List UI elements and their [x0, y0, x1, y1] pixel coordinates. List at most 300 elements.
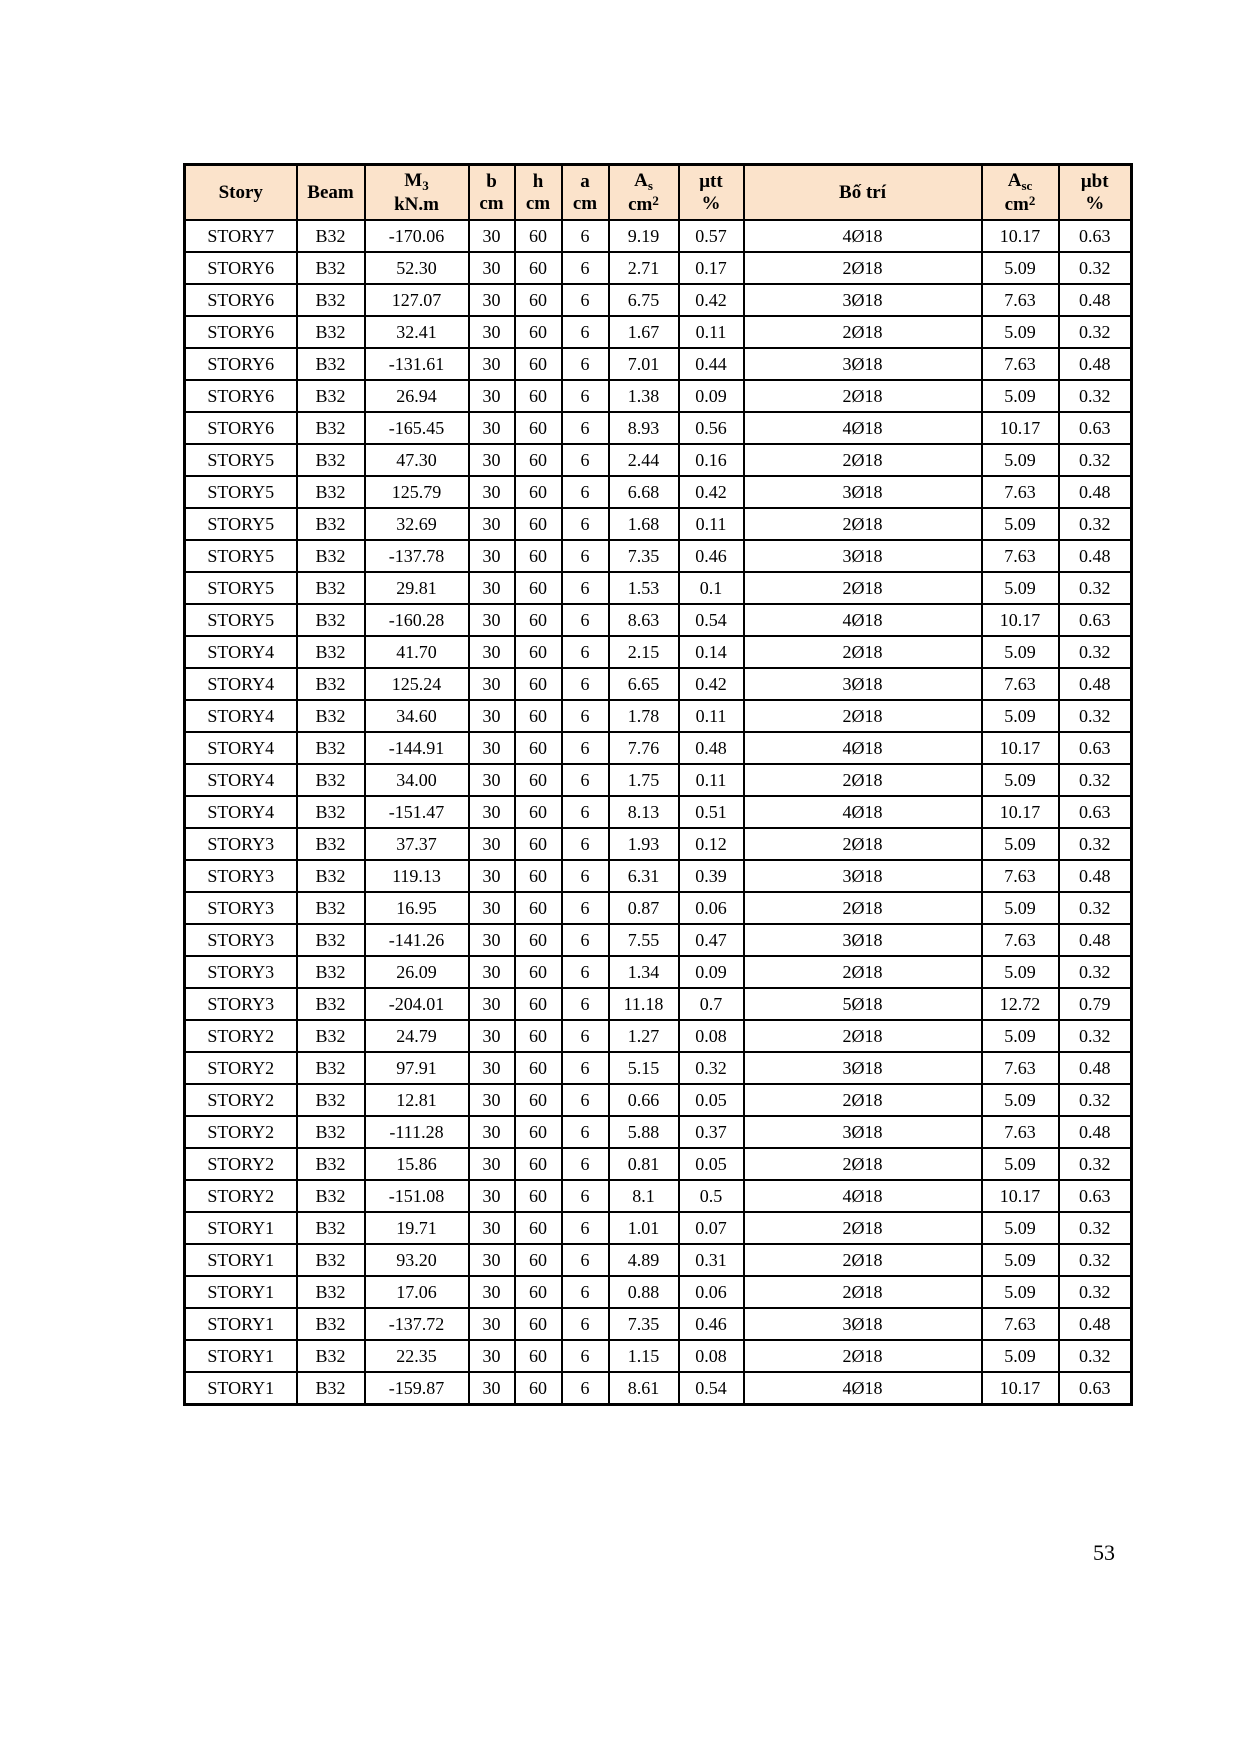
cell-m3: -159.87: [365, 1372, 469, 1405]
cell-a: 6: [562, 892, 609, 924]
cell-bo-tri: 3Ø18: [744, 860, 982, 892]
cell-beam: B32: [297, 860, 365, 892]
cell-h: 60: [515, 1020, 562, 1052]
table-row: [185, 540, 1132, 572]
cell-bo-tri: 4Ø18: [744, 220, 982, 252]
table-row: [185, 860, 1132, 892]
cell-bo-tri: 3Ø18: [744, 476, 982, 508]
cell-story: STORY6: [185, 380, 297, 412]
cell-h: 60: [515, 1308, 562, 1340]
cell-as: 11.18: [609, 988, 679, 1020]
cell-story: STORY3: [185, 860, 297, 892]
cell-a: 6: [562, 476, 609, 508]
cell-m3: 41.70: [365, 636, 469, 668]
cell-mu-tt: 0.46: [679, 1308, 744, 1340]
cell-m3: -151.08: [365, 1180, 469, 1212]
cell-mu-bt: 0.32: [1059, 252, 1132, 284]
cell-asc: 5.09: [982, 1276, 1059, 1308]
cell-m3: -137.78: [365, 540, 469, 572]
cell-h: 60: [515, 1052, 562, 1084]
cell-mu-tt: 0.09: [679, 956, 744, 988]
cell-a: 6: [562, 220, 609, 252]
cell-beam: B32: [297, 444, 365, 476]
cell-h: 60: [515, 540, 562, 572]
cell-a: 6: [562, 988, 609, 1020]
cell-a: 6: [562, 1212, 609, 1244]
cell-b: 30: [469, 444, 515, 476]
cell-story: STORY2: [185, 1180, 297, 1212]
cell-asc: 7.63: [982, 668, 1059, 700]
cell-asc: 5.09: [982, 700, 1059, 732]
cell-story: STORY1: [185, 1372, 297, 1405]
cell-mu-bt: 0.32: [1059, 1212, 1132, 1244]
cell-beam: B32: [297, 764, 365, 796]
cell-as: 8.93: [609, 412, 679, 444]
cell-m3: 26.94: [365, 380, 469, 412]
cell-mu-bt: 0.48: [1059, 668, 1132, 700]
cell-b: 30: [469, 892, 515, 924]
cell-asc: 10.17: [982, 1372, 1059, 1405]
cell-bo-tri: 2Ø18: [744, 1340, 982, 1372]
cell-m3: 125.24: [365, 668, 469, 700]
cell-a: 6: [562, 764, 609, 796]
cell-beam: B32: [297, 892, 365, 924]
cell-b: 30: [469, 1052, 515, 1084]
cell-bo-tri: 2Ø18: [744, 252, 982, 284]
table-row: [185, 796, 1132, 828]
cell-a: 6: [562, 924, 609, 956]
cell-h: 60: [515, 1084, 562, 1116]
cell-beam: B32: [297, 732, 365, 764]
cell-bo-tri: 2Ø18: [744, 316, 982, 348]
cell-mu-bt: 0.48: [1059, 1052, 1132, 1084]
table-row: [185, 828, 1132, 860]
cell-story: STORY3: [185, 892, 297, 924]
cell-story: STORY2: [185, 1052, 297, 1084]
table-row: [185, 988, 1132, 1020]
cell-as: 1.01: [609, 1212, 679, 1244]
cell-b: 30: [469, 1308, 515, 1340]
cell-mu-tt: 0.12: [679, 828, 744, 860]
cell-h: 60: [515, 1212, 562, 1244]
cell-mu-tt: 0.11: [679, 508, 744, 540]
cell-mu-tt: 0.54: [679, 604, 744, 636]
cell-m3: 37.37: [365, 828, 469, 860]
cell-bo-tri: 4Ø18: [744, 604, 982, 636]
cell-mu-bt: 0.48: [1059, 1308, 1132, 1340]
cell-story: STORY4: [185, 764, 297, 796]
cell-a: 6: [562, 316, 609, 348]
cell-a: 6: [562, 1372, 609, 1405]
cell-h: 60: [515, 348, 562, 380]
cell-story: STORY1: [185, 1212, 297, 1244]
cell-a: 6: [562, 1308, 609, 1340]
cell-h: 60: [515, 860, 562, 892]
table-row: [185, 956, 1132, 988]
cell-bo-tri: 2Ø18: [744, 1276, 982, 1308]
cell-m3: 16.95: [365, 892, 469, 924]
table-row: [185, 444, 1132, 476]
cell-beam: B32: [297, 252, 365, 284]
cell-story: STORY5: [185, 604, 297, 636]
cell-mu-tt: 0.51: [679, 796, 744, 828]
cell-beam: B32: [297, 508, 365, 540]
cell-a: 6: [562, 252, 609, 284]
cell-asc: 5.09: [982, 956, 1059, 988]
cell-bo-tri: 2Ø18: [744, 956, 982, 988]
cell-asc: 5.09: [982, 1020, 1059, 1052]
cell-mu-bt: 0.32: [1059, 508, 1132, 540]
cell-as: 5.88: [609, 1116, 679, 1148]
cell-m3: -144.91: [365, 732, 469, 764]
cell-a: 6: [562, 796, 609, 828]
cell-mu-bt: 0.48: [1059, 540, 1132, 572]
cell-b: 30: [469, 988, 515, 1020]
cell-mu-bt: 0.32: [1059, 956, 1132, 988]
cell-asc: 5.09: [982, 1212, 1059, 1244]
cell-as: 1.15: [609, 1340, 679, 1372]
cell-mu-bt: 0.32: [1059, 316, 1132, 348]
cell-mu-tt: 0.05: [679, 1084, 744, 1116]
table-row: [185, 604, 1132, 636]
cell-mu-bt: 0.48: [1059, 476, 1132, 508]
cell-m3: 17.06: [365, 1276, 469, 1308]
cell-as: 5.15: [609, 1052, 679, 1084]
cell-m3: -204.01: [365, 988, 469, 1020]
cell-mu-bt: 0.63: [1059, 1372, 1132, 1405]
cell-b: 30: [469, 764, 515, 796]
cell-story: STORY4: [185, 668, 297, 700]
cell-mu-bt: 0.32: [1059, 892, 1132, 924]
cell-beam: B32: [297, 796, 365, 828]
cell-beam: B32: [297, 1020, 365, 1052]
cell-bo-tri: 3Ø18: [744, 1308, 982, 1340]
cell-asc: 7.63: [982, 1116, 1059, 1148]
cell-h: 60: [515, 572, 562, 604]
table-row: [185, 380, 1132, 412]
table-row: [185, 508, 1132, 540]
cell-h: 60: [515, 380, 562, 412]
col-header-h: h cm: [515, 165, 562, 221]
col-header-beam: Beam: [297, 165, 365, 221]
col-header-mu-tt: μtt %: [679, 165, 744, 221]
cell-beam: B32: [297, 924, 365, 956]
cell-asc: 5.09: [982, 764, 1059, 796]
cell-story: STORY2: [185, 1148, 297, 1180]
cell-m3: 47.30: [365, 444, 469, 476]
cell-as: 2.71: [609, 252, 679, 284]
cell-m3: -160.28: [365, 604, 469, 636]
cell-beam: B32: [297, 220, 365, 252]
cell-asc: 7.63: [982, 284, 1059, 316]
cell-beam: B32: [297, 988, 365, 1020]
cell-as: 7.01: [609, 348, 679, 380]
cell-b: 30: [469, 1180, 515, 1212]
cell-story: STORY4: [185, 700, 297, 732]
cell-a: 6: [562, 380, 609, 412]
cell-mu-bt: 0.48: [1059, 924, 1132, 956]
table-body: [185, 220, 1132, 1405]
cell-a: 6: [562, 348, 609, 380]
cell-mu-tt: 0.37: [679, 1116, 744, 1148]
cell-story: STORY5: [185, 572, 297, 604]
cell-m3: -137.72: [365, 1308, 469, 1340]
cell-h: 60: [515, 1116, 562, 1148]
cell-bo-tri: 3Ø18: [744, 1116, 982, 1148]
cell-a: 6: [562, 1148, 609, 1180]
cell-as: 1.68: [609, 508, 679, 540]
cell-mu-tt: 0.08: [679, 1340, 744, 1372]
cell-h: 60: [515, 412, 562, 444]
cell-story: STORY1: [185, 1340, 297, 1372]
cell-story: STORY3: [185, 828, 297, 860]
table-row: [185, 1020, 1132, 1052]
cell-h: 60: [515, 316, 562, 348]
table-row: [185, 892, 1132, 924]
col-header-story: Story: [185, 165, 297, 221]
cell-mu-tt: 0.48: [679, 732, 744, 764]
cell-m3: 125.79: [365, 476, 469, 508]
cell-beam: B32: [297, 284, 365, 316]
cell-mu-bt: 0.32: [1059, 636, 1132, 668]
cell-beam: B32: [297, 1372, 365, 1405]
cell-mu-bt: 0.48: [1059, 348, 1132, 380]
cell-bo-tri: 2Ø18: [744, 636, 982, 668]
cell-mu-tt: 0.44: [679, 348, 744, 380]
cell-bo-tri: 2Ø18: [744, 828, 982, 860]
col-header-a: a cm: [562, 165, 609, 221]
cell-asc: 5.09: [982, 892, 1059, 924]
table-row: [185, 1212, 1132, 1244]
cell-a: 6: [562, 1116, 609, 1148]
cell-b: 30: [469, 572, 515, 604]
table-row: [185, 1244, 1132, 1276]
table-row: [185, 636, 1132, 668]
cell-beam: B32: [297, 604, 365, 636]
cell-b: 30: [469, 860, 515, 892]
cell-mu-tt: 0.11: [679, 700, 744, 732]
cell-h: 60: [515, 252, 562, 284]
cell-b: 30: [469, 476, 515, 508]
cell-story: STORY6: [185, 348, 297, 380]
cell-bo-tri: 2Ø18: [744, 1084, 982, 1116]
cell-mu-tt: 0.09: [679, 380, 744, 412]
cell-beam: B32: [297, 956, 365, 988]
cell-mu-bt: 0.63: [1059, 220, 1132, 252]
cell-as: 1.38: [609, 380, 679, 412]
cell-m3: 93.20: [365, 1244, 469, 1276]
cell-mu-bt: 0.32: [1059, 1340, 1132, 1372]
cell-bo-tri: 4Ø18: [744, 1180, 982, 1212]
cell-mu-bt: 0.32: [1059, 1084, 1132, 1116]
cell-mu-bt: 0.63: [1059, 1180, 1132, 1212]
table-row: [185, 924, 1132, 956]
cell-b: 30: [469, 732, 515, 764]
cell-h: 60: [515, 220, 562, 252]
cell-mu-tt: 0.5: [679, 1180, 744, 1212]
cell-beam: B32: [297, 1308, 365, 1340]
cell-a: 6: [562, 1020, 609, 1052]
cell-beam: B32: [297, 1244, 365, 1276]
table-row: [185, 1116, 1132, 1148]
cell-mu-tt: 0.06: [679, 1276, 744, 1308]
cell-bo-tri: 4Ø18: [744, 412, 982, 444]
cell-h: 60: [515, 764, 562, 796]
page-number: 53: [1093, 1540, 1115, 1565]
cell-beam: B32: [297, 1212, 365, 1244]
cell-as: 9.19: [609, 220, 679, 252]
cell-b: 30: [469, 956, 515, 988]
table-row: [185, 1308, 1132, 1340]
cell-mu-tt: 0.16: [679, 444, 744, 476]
cell-story: STORY3: [185, 988, 297, 1020]
cell-a: 6: [562, 444, 609, 476]
cell-as: 0.66: [609, 1084, 679, 1116]
cell-bo-tri: 4Ø18: [744, 732, 982, 764]
cell-bo-tri: 2Ø18: [744, 764, 982, 796]
cell-h: 60: [515, 444, 562, 476]
cell-b: 30: [469, 316, 515, 348]
table-row: [185, 668, 1132, 700]
cell-beam: B32: [297, 1148, 365, 1180]
cell-m3: 34.00: [365, 764, 469, 796]
cell-beam: B32: [297, 1116, 365, 1148]
cell-a: 6: [562, 1276, 609, 1308]
cell-b: 30: [469, 380, 515, 412]
cell-as: 6.68: [609, 476, 679, 508]
cell-story: STORY5: [185, 444, 297, 476]
table-row: [185, 1276, 1132, 1308]
cell-a: 6: [562, 668, 609, 700]
cell-asc: 5.09: [982, 252, 1059, 284]
cell-b: 30: [469, 1116, 515, 1148]
cell-b: 30: [469, 1084, 515, 1116]
cell-bo-tri: 3Ø18: [744, 668, 982, 700]
cell-as: 7.35: [609, 540, 679, 572]
cell-as: 0.87: [609, 892, 679, 924]
cell-a: 6: [562, 1244, 609, 1276]
cell-h: 60: [515, 1180, 562, 1212]
cell-h: 60: [515, 1372, 562, 1405]
cell-mu-tt: 0.11: [679, 764, 744, 796]
cell-as: 2.44: [609, 444, 679, 476]
table-row: [185, 732, 1132, 764]
cell-b: 30: [469, 508, 515, 540]
cell-mu-tt: 0.31: [679, 1244, 744, 1276]
cell-bo-tri: 3Ø18: [744, 1052, 982, 1084]
cell-bo-tri: 4Ø18: [744, 1372, 982, 1405]
cell-bo-tri: 3Ø18: [744, 540, 982, 572]
col-header-as: $A_s$ $cm^2$: [609, 165, 679, 221]
cell-h: 60: [515, 796, 562, 828]
cell-as: 7.55: [609, 924, 679, 956]
cell-story: STORY1: [185, 1308, 297, 1340]
cell-asc: 5.09: [982, 636, 1059, 668]
cell-a: 6: [562, 956, 609, 988]
cell-a: 6: [562, 572, 609, 604]
cell-as: 1.34: [609, 956, 679, 988]
table-row: [185, 316, 1132, 348]
cell-asc: 7.63: [982, 540, 1059, 572]
cell-as: 1.93: [609, 828, 679, 860]
cell-mu-tt: 0.46: [679, 540, 744, 572]
col-header-asc: $A_{sc}$ $cm^2$: [982, 165, 1059, 221]
cell-as: 1.75: [609, 764, 679, 796]
cell-h: 60: [515, 956, 562, 988]
cell-mu-bt: 0.48: [1059, 284, 1132, 316]
cell-bo-tri: 2Ø18: [744, 1148, 982, 1180]
cell-as: 8.13: [609, 796, 679, 828]
cell-b: 30: [469, 1148, 515, 1180]
cell-b: 30: [469, 1244, 515, 1276]
cell-story: STORY6: [185, 284, 297, 316]
table-row: [185, 1148, 1132, 1180]
cell-mu-bt: 0.32: [1059, 380, 1132, 412]
cell-a: 6: [562, 1340, 609, 1372]
cell-m3: -111.28: [365, 1116, 469, 1148]
cell-h: 60: [515, 668, 562, 700]
cell-asc: 5.09: [982, 380, 1059, 412]
cell-a: 6: [562, 284, 609, 316]
cell-m3: -170.06: [365, 220, 469, 252]
cell-as: 6.65: [609, 668, 679, 700]
cell-as: 1.67: [609, 316, 679, 348]
cell-as: 0.81: [609, 1148, 679, 1180]
cell-h: 60: [515, 476, 562, 508]
cell-story: STORY2: [185, 1116, 297, 1148]
table-row: [185, 476, 1132, 508]
cell-a: 6: [562, 540, 609, 572]
cell-as: 0.88: [609, 1276, 679, 1308]
cell-mu-bt: 0.79: [1059, 988, 1132, 1020]
cell-asc: 7.63: [982, 924, 1059, 956]
cell-bo-tri: 2Ø18: [744, 1212, 982, 1244]
cell-mu-bt: 0.32: [1059, 1244, 1132, 1276]
cell-mu-bt: 0.32: [1059, 1148, 1132, 1180]
cell-beam: B32: [297, 1276, 365, 1308]
cell-bo-tri: 2Ø18: [744, 892, 982, 924]
cell-story: STORY4: [185, 796, 297, 828]
cell-mu-bt: 0.48: [1059, 860, 1132, 892]
cell-story: STORY2: [185, 1020, 297, 1052]
cell-mu-tt: 0.42: [679, 476, 744, 508]
cell-as: 6.31: [609, 860, 679, 892]
cell-asc: 10.17: [982, 220, 1059, 252]
cell-h: 60: [515, 636, 562, 668]
cell-mu-tt: 0.11: [679, 316, 744, 348]
cell-asc: 5.09: [982, 1244, 1059, 1276]
cell-as: 2.15: [609, 636, 679, 668]
cell-mu-bt: 0.32: [1059, 764, 1132, 796]
cell-bo-tri: 3Ø18: [744, 284, 982, 316]
cell-m3: 52.30: [365, 252, 469, 284]
cell-bo-tri: 2Ø18: [744, 1020, 982, 1052]
cell-bo-tri: 5Ø18: [744, 988, 982, 1020]
cell-h: 60: [515, 508, 562, 540]
cell-asc: 12.72: [982, 988, 1059, 1020]
cell-m3: 32.41: [365, 316, 469, 348]
cell-as: 6.75: [609, 284, 679, 316]
cell-story: STORY5: [185, 508, 297, 540]
cell-story: STORY3: [185, 956, 297, 988]
cell-mu-tt: 0.32: [679, 1052, 744, 1084]
cell-b: 30: [469, 412, 515, 444]
cell-beam: B32: [297, 1340, 365, 1372]
cell-bo-tri: 3Ø18: [744, 924, 982, 956]
cell-bo-tri: 2Ø18: [744, 508, 982, 540]
cell-mu-bt: 0.63: [1059, 796, 1132, 828]
cell-b: 30: [469, 796, 515, 828]
